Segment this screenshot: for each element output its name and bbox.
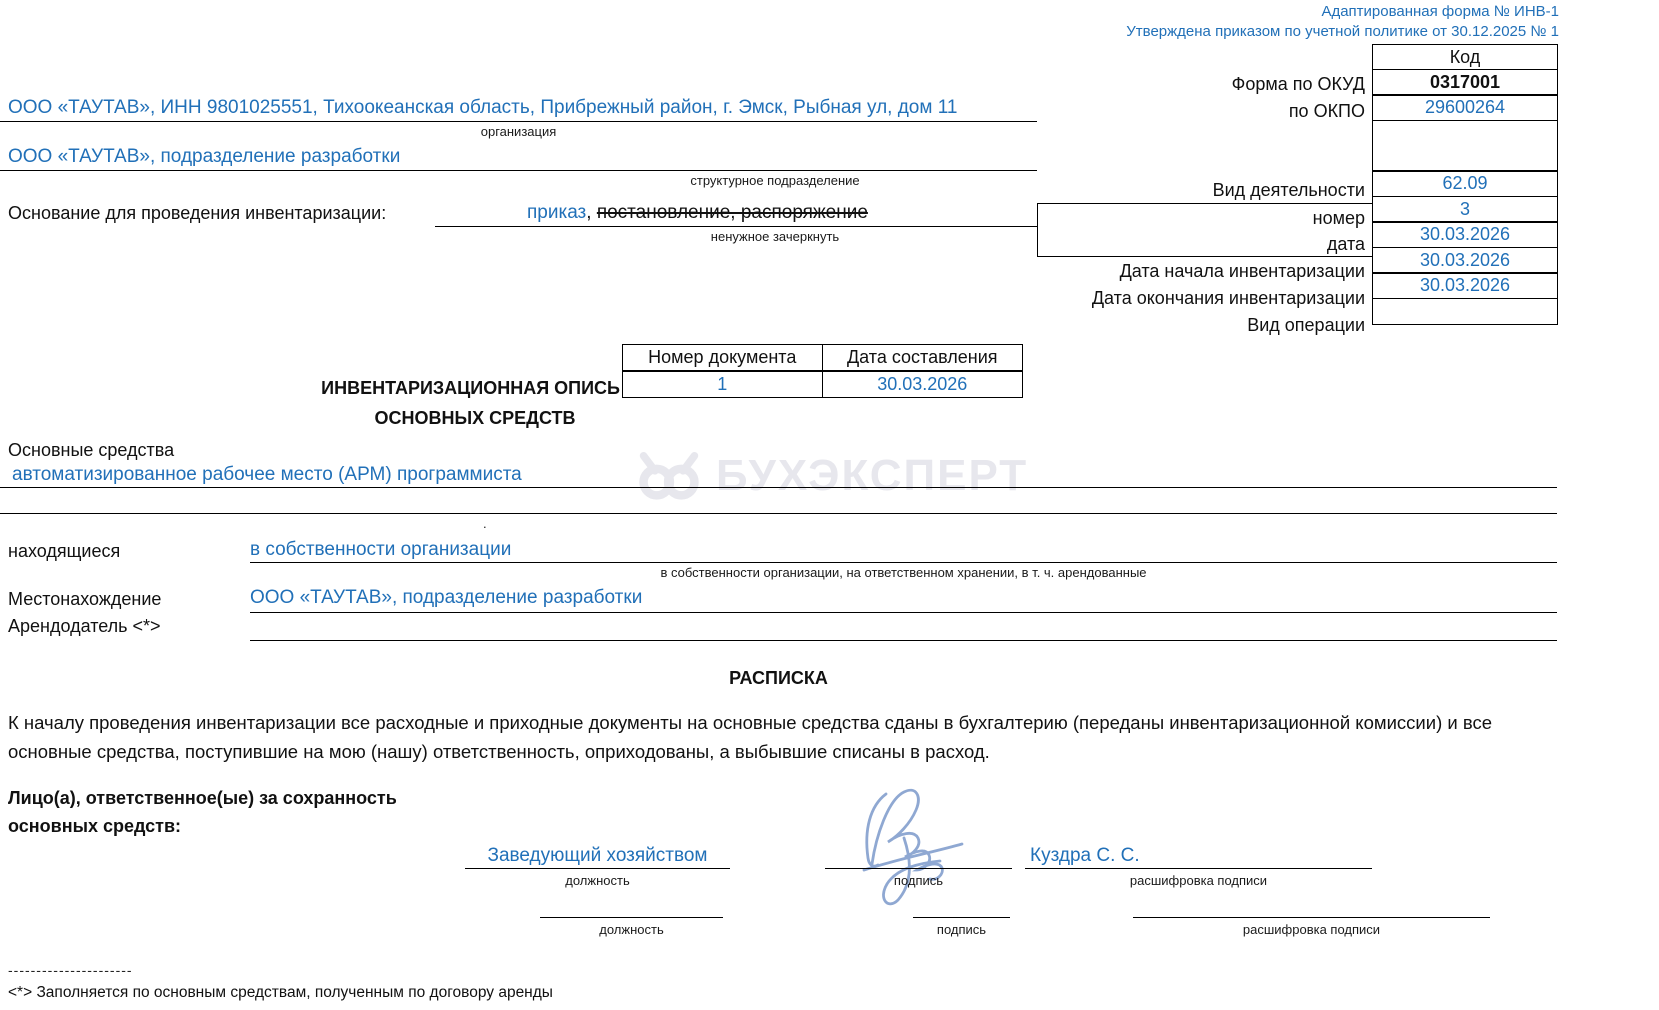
end-date-label: Дата окончания инвентаризации [1091,288,1365,308]
position-caption: должность [565,873,630,888]
watermark-text: БУХЭКСПЕРТ [716,451,1029,500]
lessor-underline[interactable] [250,640,1557,641]
holding-value-field[interactable]: в собственности организации [250,539,512,560]
okud-label: Форма по ОКУД [1231,74,1365,94]
basis-caption: ненужное зачеркнуть [710,229,840,244]
lessor-label: Арендодатель <*> [8,616,161,636]
doc-date-value-cell[interactable]: 30.03.2026 [822,370,1024,398]
holding-caption: в собственности организации, на ответственном хранении, в т. ч. арендованные [660,565,1147,580]
sign-line[interactable] [825,868,1012,869]
basis-struck-options[interactable]: постановление, распоряжение [596,202,868,223]
assets-blank-caption: . [483,516,487,531]
receipt-title: РАСПИСКА [729,668,828,688]
basis-separator: , [586,202,597,223]
footnote-divider: ---------------------- [8,962,133,978]
owl-logo-icon [636,450,702,502]
doc-number-header: Номер документа [622,344,824,372]
activity-value-cell[interactable]: 62.09 [1372,170,1558,197]
responsible-label-line2: основных средств: [8,816,182,836]
holding-label: находящиеся [8,541,121,561]
doc-date-header: Дата составления [822,344,1024,372]
place-value-field[interactable]: ООО «ТАУТАВ», подразделение разработки [250,587,643,608]
okpo-label: по ОКПО [1288,101,1365,121]
receipt-text: К началу проведения инвентаризации все расходные и приходные документы на основные средства сданы в бухгалтерию (переданы инвентаризационной комиссии) и все основные средства, поступившие на мою (нашу) ответственность, оприходованы, а выбывшие списаны в расход. [8,712,1493,762]
basis-underline [435,226,1037,227]
organization-name-field[interactable]: ООО «ТАУТАВ», ИНН 9801025551, Тихоокеанская область, Прибрежный район, г. Эмск, Рыбная ул, дом 11 [8,97,958,118]
place-underline [250,612,1557,613]
position-field[interactable]: Заведующий хозяйством [487,845,708,866]
document-table [623,345,1023,398]
organization-caption: организация [480,124,557,139]
form-title-line1: ИНВЕНТАРИЗАЦИОННАЯ ОПИСЬ [321,378,620,398]
basis-field[interactable] [527,202,868,224]
position-line-2[interactable] [540,917,723,918]
start-date-value-cell[interactable]: 30.03.2026 [1372,247,1558,274]
holding-underline [250,562,1557,563]
operation-label: Вид операции [1247,315,1365,335]
subdivision-underline [0,170,1037,171]
order-number-label: номер [1312,208,1365,228]
name-line [1025,868,1372,869]
handwritten-signature [842,778,1002,908]
basis-selected[interactable]: приказ [527,202,587,223]
order-date-value-cell[interactable]: 30.03.2026 [1372,221,1558,248]
empty-code-cell[interactable] [1372,120,1558,172]
responsible-label-line1: Лицо(а), ответственное(ые) за сохранность [8,788,397,808]
adapted-form-note: Адаптированная форма № ИНВ-1 [1321,3,1559,20]
start-date-label: Дата начала инвентаризации [1119,261,1365,281]
organization-underline [0,121,1037,122]
name-field[interactable]: Куздра С. С. [1030,845,1140,866]
assets-blank-underline [0,513,1557,514]
doc-number-value-cell[interactable]: 1 [622,370,824,398]
order-number-value-cell[interactable]: 3 [1372,196,1558,223]
position-line [465,868,730,869]
form-title-line2: ОСНОВНЫХ СРЕДСТВ [374,408,576,428]
sign-line-2[interactable] [913,917,1010,918]
assets-underline [0,487,1557,488]
footnote-text: <*> Заполняется по основным средствам, полученным по договору аренды [8,984,553,1001]
code-table [1372,44,1558,325]
operation-value-cell[interactable] [1372,298,1558,325]
code-table-header: Код [1372,44,1558,70]
sign-caption-2: подпись [936,922,987,937]
basis-label: Основание для проведения инвентаризации: [8,203,387,223]
place-label: Местонахождение [8,589,162,609]
okud-value-cell[interactable]: 0317001 [1372,69,1558,96]
assets-label: Основные средства [8,440,175,460]
name-caption: расшифровка подписи [1129,873,1268,888]
position-caption-2: должность [599,922,664,937]
name-line-2[interactable] [1133,917,1490,918]
okpo-value-cell[interactable]: 29600264 [1372,94,1558,121]
watermark [636,450,1028,502]
subdivision-field[interactable]: ООО «ТАУТАВ», подразделение разработки [8,146,401,167]
name-caption-2: расшифровка подписи [1242,922,1381,937]
assets-value-field[interactable]: автоматизированное рабочее место (АРМ) программиста [12,464,522,485]
order-date-label: дата [1326,234,1365,254]
subdivision-caption: структурное подразделение [690,173,860,188]
activity-label: Вид деятельности [1212,180,1365,200]
approval-note: Утверждена приказом по учетной политике от 30.12.2025 № 1 [1126,23,1559,40]
sign-caption: подпись [893,873,944,888]
end-date-value-cell[interactable]: 30.03.2026 [1372,272,1558,299]
